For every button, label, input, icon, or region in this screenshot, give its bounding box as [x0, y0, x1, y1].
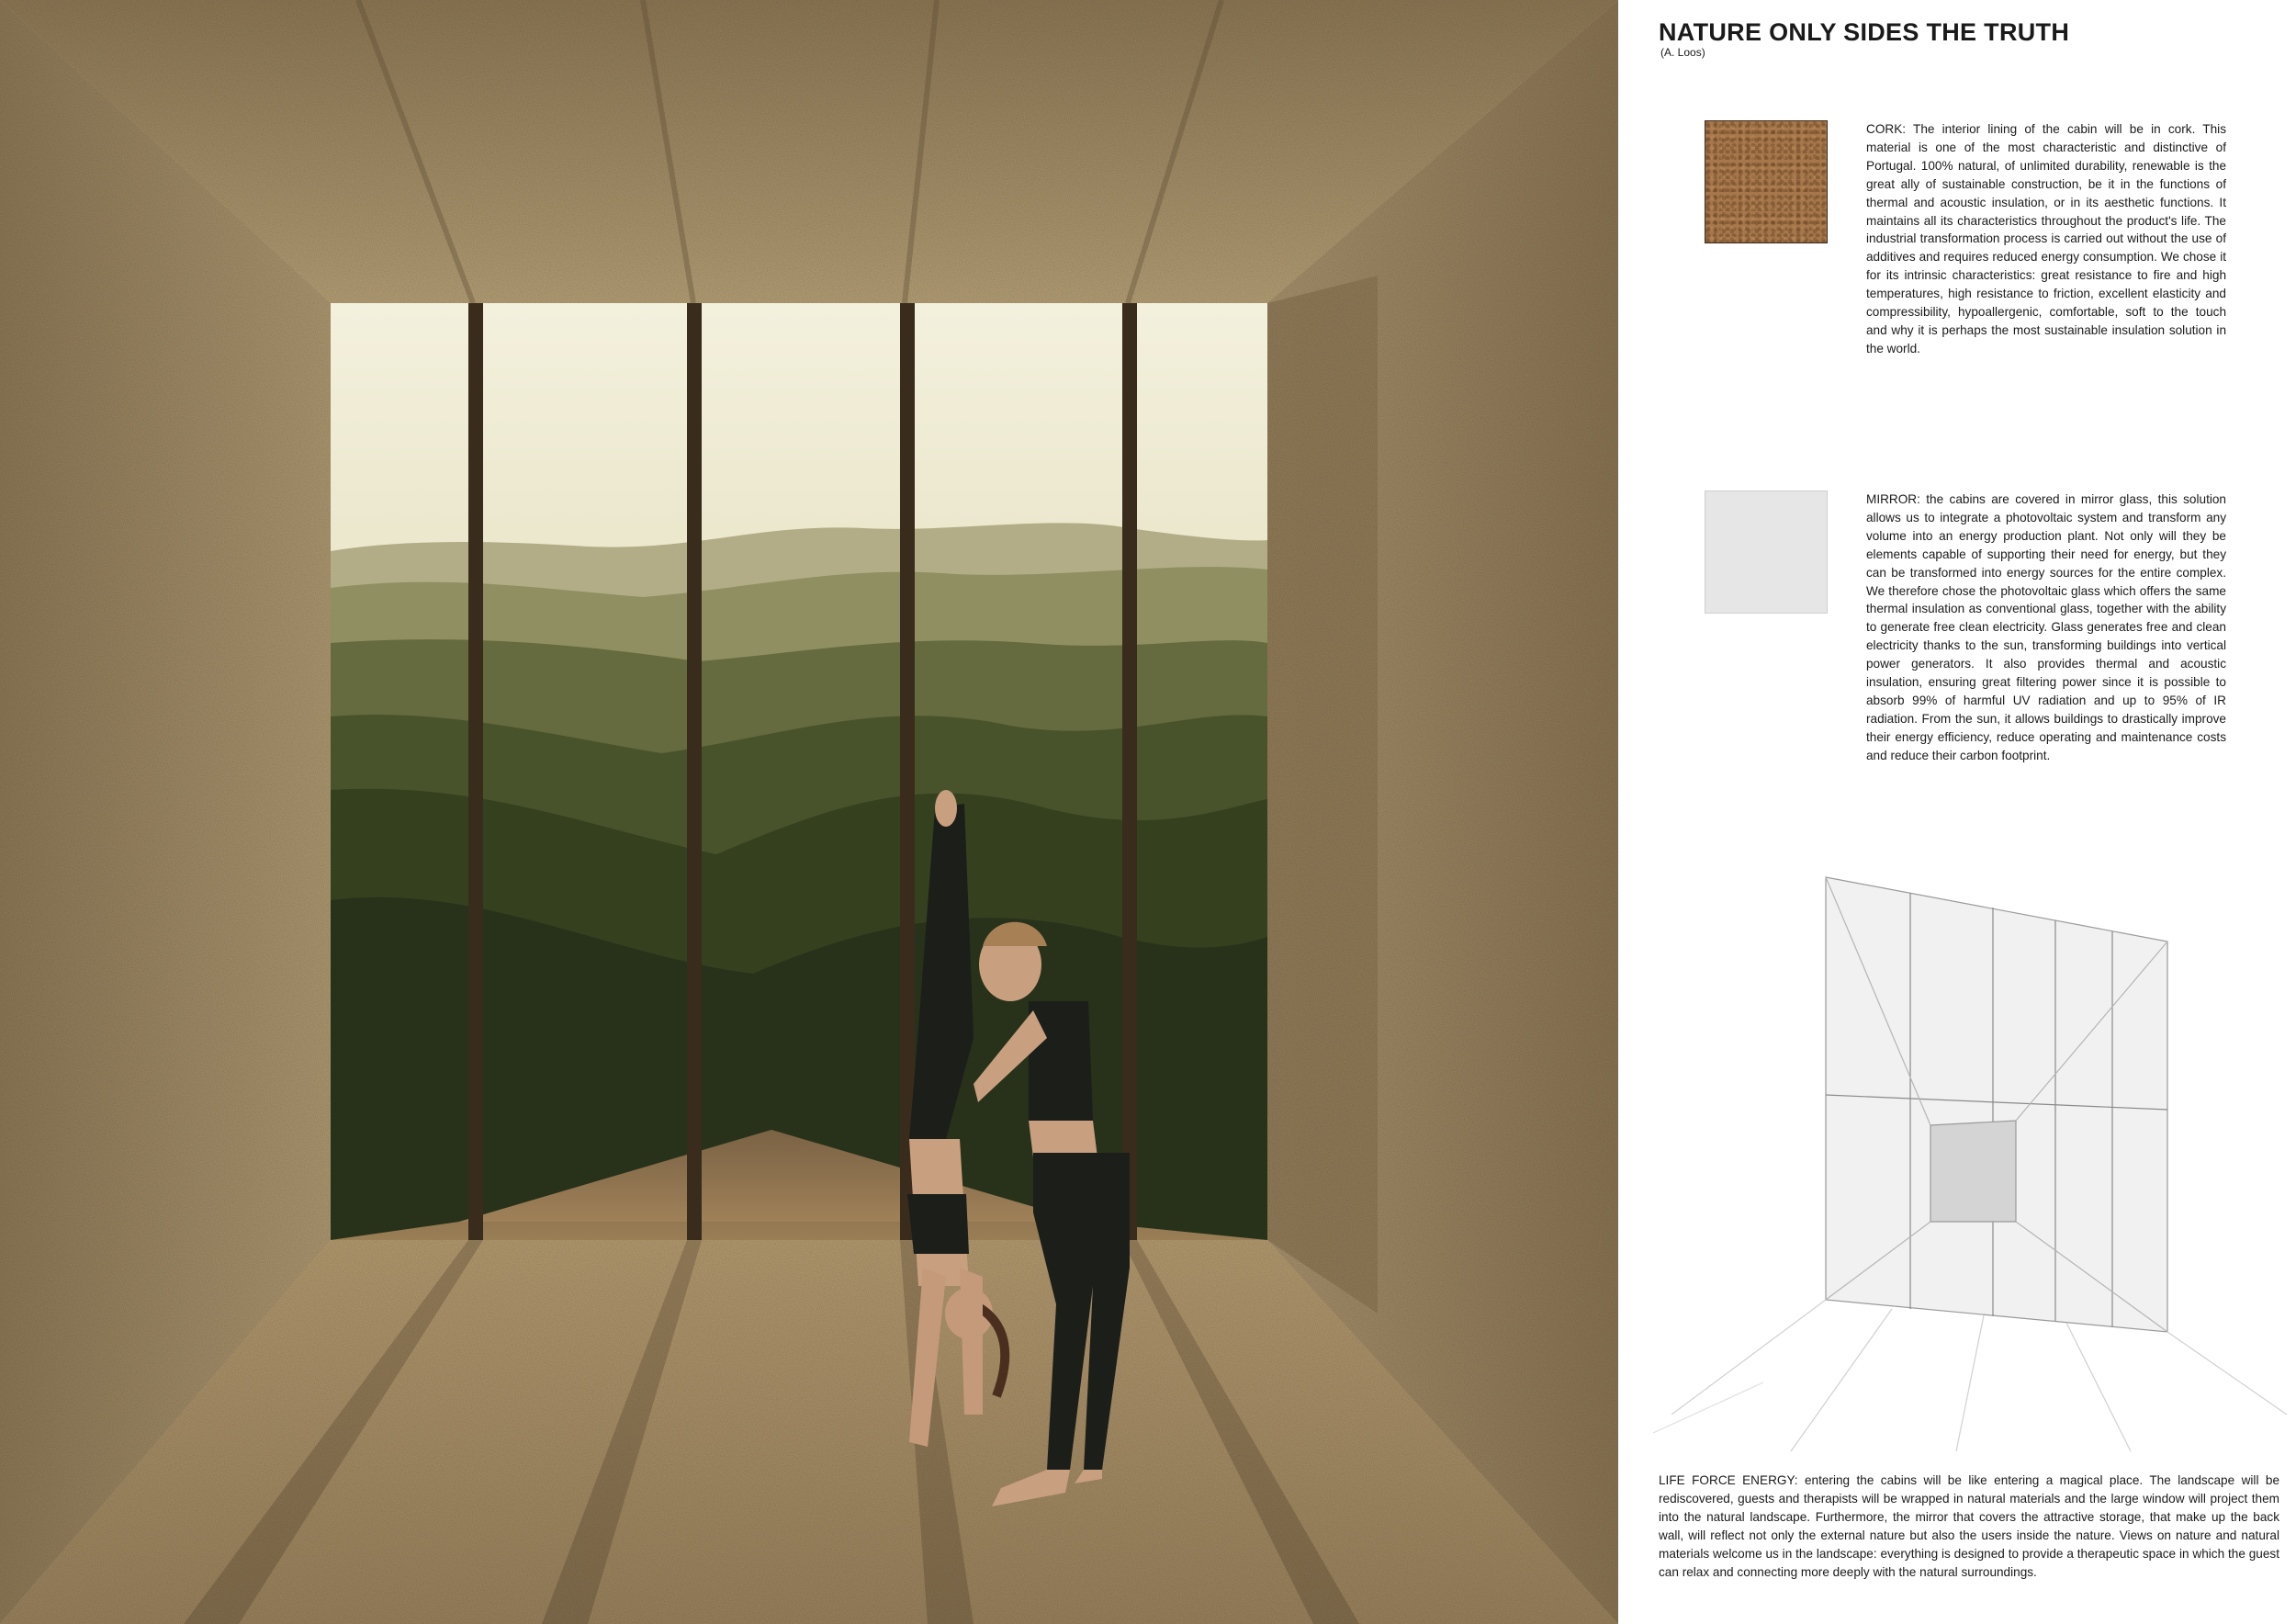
cork-description: CORK: The interior lining of the cabin will be in cork. This material is one of the most characteristic and distinctive of Portugal. 100% natural, of unlimited durability, renewable is the great ally of sustainable construction, be it in the functions of thermal and acoustic insulation, or in its aesthetic functions. It maintains all its characteristics throughout the product's life. The industrial transformation process is carried out without the use of additives and requires reduced energy consumption. We chose it for its intrinsic characteristics: great resistance to fire and high temperatures, high resistance to friction, excellent elasticity and compressibility, hypoallergenic, comfortable, soft to the touch and why it is perhaps the most sustainable insulation solution in the world. — [1866, 122, 2226, 355]
cabin-wireframe-diagram — [1653, 863, 2296, 1460]
page-subtitle: (A. Loos) — [1660, 46, 1705, 59]
page-title: NATURE ONLY SIDES THE TRUTH — [1659, 18, 2070, 46]
life-force-description: LIFE FORCE ENERGY: entering the cabins will be like entering a magical place. The landscape will be rediscovered, guests and therapists will be wrapped in natural materials and the large window will project them into the natural landscape. Furthermore, the mirror that covers the attractive storage, that make up the back wall, will reflect not only the external nature but also the users inside the nature. Views on nature and natural materials welcome us in the landscape: everything is designed to provide a therapeutic space in which the guest can relax and connecting more deeply with the natural surroundings. — [1659, 1473, 2279, 1579]
window-reveal — [1267, 276, 1378, 1314]
mirror-description: MIRROR: the cabins are covered in mirror glass, this solution allows us to integrate a photovoltaic system and transform any volume into an energy production plant. Not only will they be elements capable of supporting their need for energy, but they can be transformed into energy sources for the entire complex. We therefore chose the photovoltaic glass which offers the same thermal insulation as conventional glass, together with the ability to generate free clean electricity. Glass generates free and clean electricity thanks to the sun, transforming buildings into vertical power generators. It also provides thermal and acoustic insulation, ensuring great filtering power since it is possible to absorb 99% of harmful UV radiation and up to 95% of IR radiation. From the sun, it allows buildings to drastically improve their energy efficiency, reduce operating and maintenance costs and reduce their carbon footprint. — [1866, 492, 2226, 762]
window-view — [331, 303, 1267, 1240]
cork-swatch — [1705, 120, 1828, 243]
mirror-swatch — [1705, 491, 1828, 614]
